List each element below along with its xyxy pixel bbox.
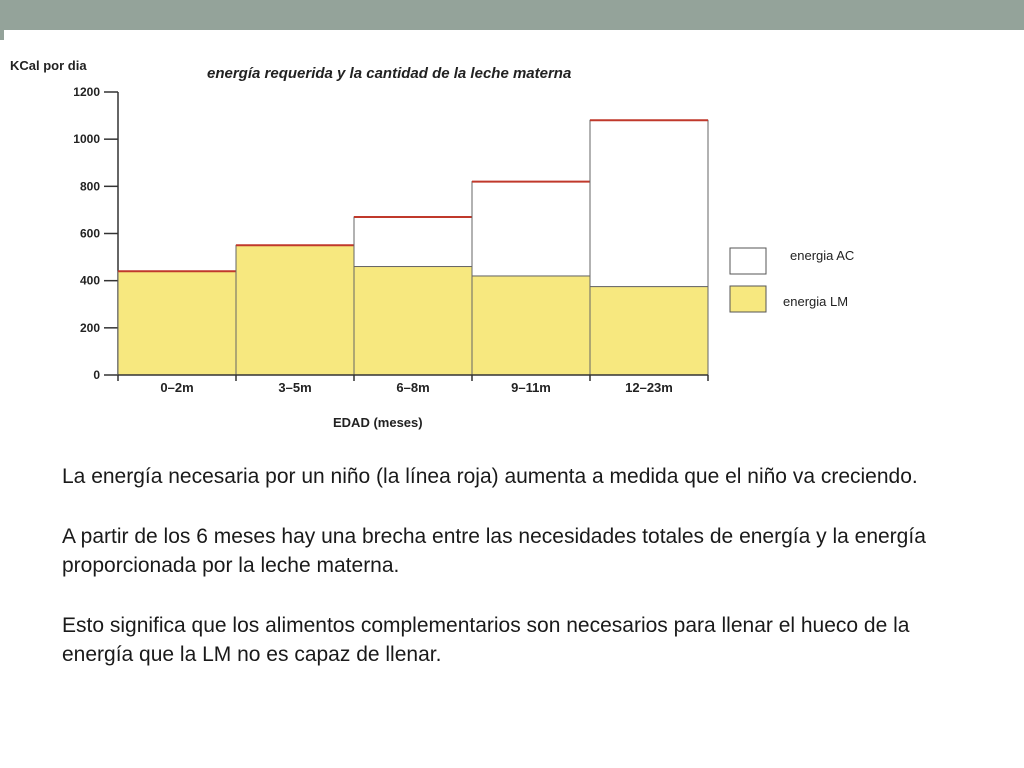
bar-ac — [590, 120, 708, 286]
plot-area — [73, 85, 708, 395]
bar-ac — [354, 217, 472, 267]
legend-swatch-lm — [730, 286, 766, 312]
energy-chart — [0, 40, 1024, 440]
y-tick-label: 0 — [93, 368, 100, 382]
bar-lm — [472, 276, 590, 375]
y-tick-label: 400 — [79, 273, 100, 288]
x-tick-label: 0–2m — [160, 380, 194, 395]
x-tick-label: 12–23m — [625, 380, 673, 395]
y-tick-label: 600 — [79, 226, 100, 241]
x-axis-label: EDAD (meses) — [333, 415, 423, 430]
slide-top-bar-notch — [0, 30, 4, 40]
bar-ac — [472, 182, 590, 276]
slide-body — [62, 462, 982, 700]
x-tick-label: 9–11m — [511, 380, 551, 395]
paragraph-energy-gap: A partir de los 6 meses hay una brecha entre las necesidades totales de energía y la energía proporcionada por la leche materna. — [62, 524, 926, 577]
slide-top-bar — [0, 0, 1024, 30]
y-axis-label: KCal por dia — [10, 58, 87, 73]
y-tick-label: 1000 — [73, 132, 100, 147]
legend — [730, 248, 854, 312]
paragraph-energy-increase: La energía necesaria por un niño (la línea roja) aumenta a medida que el niño va creciendo. — [62, 465, 918, 488]
legend-label-lm: energia LM — [783, 294, 849, 309]
y-tick-label: 1200 — [73, 85, 100, 99]
legend-label-ac: energia AC — [790, 248, 855, 263]
x-tick-label: 3–5m — [278, 380, 312, 395]
bar-lm — [236, 245, 354, 375]
bar-lm — [118, 271, 236, 375]
chart-title: energía requerida y la cantidad de la leche materna — [207, 65, 572, 82]
bar-lm — [354, 267, 472, 375]
x-tick-label: 6–8m — [396, 380, 430, 395]
bar-lm — [590, 287, 708, 375]
paragraph-complementary-foods: Esto significa que los alimentos complementarios son necesarios para llenar el hueco de la energía que la LM no es capaz de llenar. — [62, 613, 910, 666]
legend-swatch-ac — [730, 248, 766, 274]
y-tick-label: 200 — [79, 320, 100, 335]
y-tick-label: 800 — [79, 179, 100, 194]
